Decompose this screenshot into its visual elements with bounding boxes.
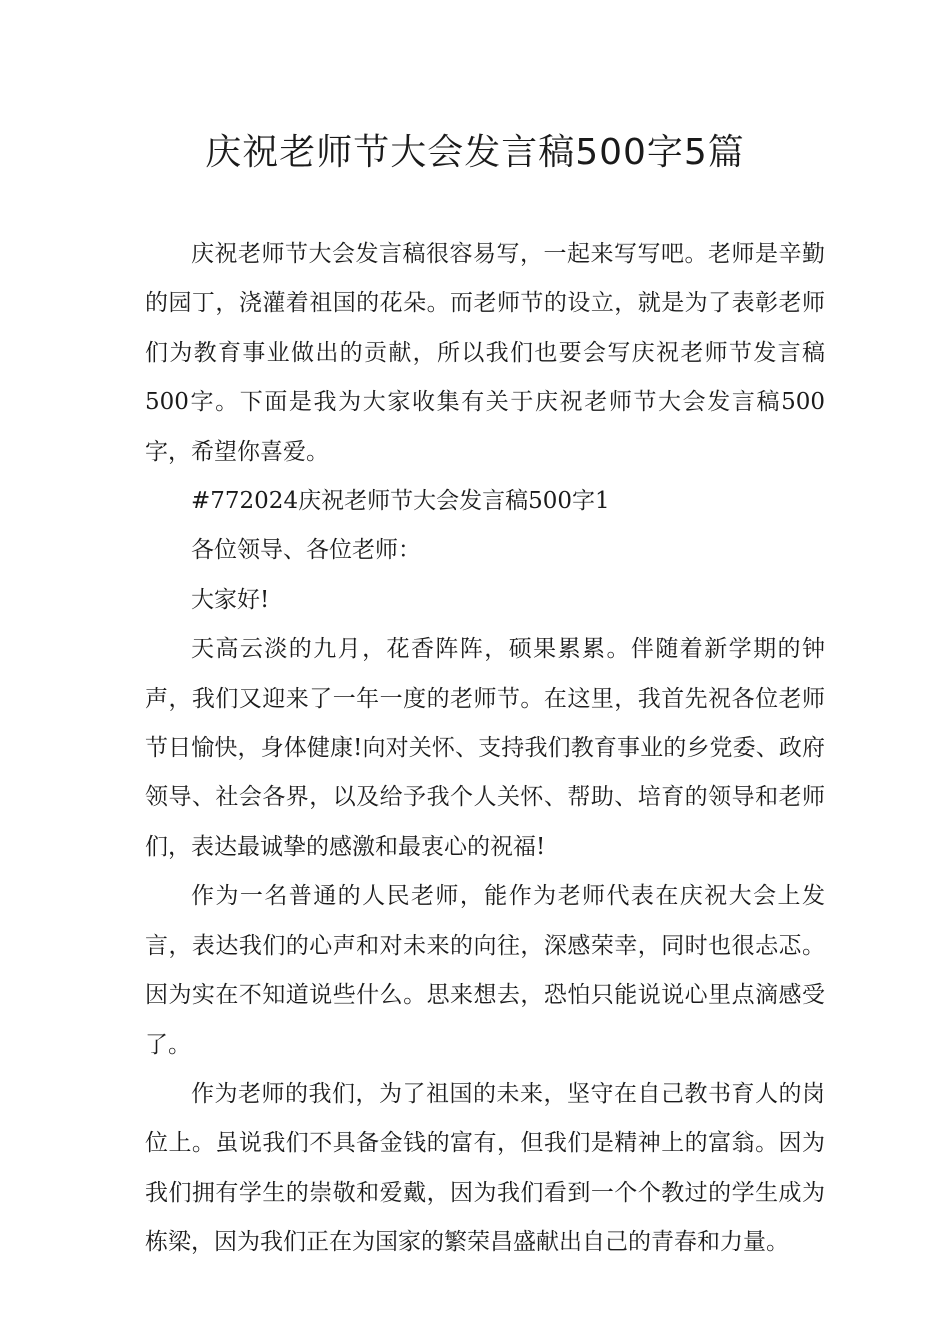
greeting: 大家好! xyxy=(191,586,270,613)
body-paragraph: 作为一名普通的人民老师，能作为老师代表在庆祝大会上发言，表达我们的心声和对未来的向往，深感荣幸，同时也很忐忑。因为实在不知道说些什么。思来想去，恐怕只能说说心里点滴感受了。 xyxy=(145,883,825,1058)
body-paragraph: 作为老师的我们，为了祖国的未来，坚守在自己教书育人的岗位上。虽说我们不具备金钱的富有，但我们是精神上的富翁。因为我们拥有学生的崇敬和爱戴，因为我们看到一个个教过的学生成为栋梁，因为我们正在为国家的繁荣昌盛献出自己的青春和力量。 xyxy=(145,1080,825,1256)
document-title: 庆祝老师节大会发言稿500字5篇 xyxy=(205,132,745,173)
document-body xyxy=(145,230,825,1268)
intro-paragraph: 庆祝老师节大会发言稿很容易写，一起来写写吧。老师是辛勤的园丁，浇灌着祖国的花朵。而老师节的设立，就是为了表彰老师们为教育事业做出的贡献，所以我们也要会写庆祝老师节发言稿500字。下面是我为大家收集有关于庆祝老师节大会发言稿500字，希望你喜爱。 xyxy=(145,241,825,465)
section-heading: #772024庆祝老师节大会发言稿500字1 xyxy=(191,488,610,515)
salutation: 各位领导、各位老师： xyxy=(191,537,421,564)
body-paragraph: 天高云淡的九月，花香阵阵，硕果累累。伴随着新学期的钟声，我们又迎来了一年一度的老师节。在这里，我首先祝各位老师节日愉快，身体健康!向对关怀、支持我们教育事业的乡党委、政府领导、社会各界，以及给予我个人关怀、帮助、培育的领导和老师们，表达最诚挚的感激和最衷心的祝福! xyxy=(145,636,825,860)
